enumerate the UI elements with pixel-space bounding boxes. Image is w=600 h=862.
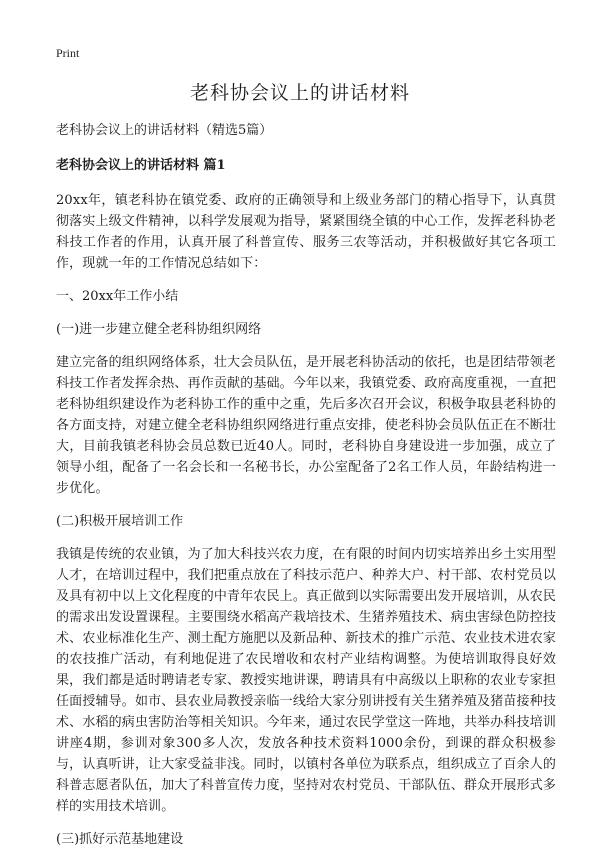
- document-body: [56, 120, 556, 862]
- document-title: 老科协会议上的讲话材料: [189, 82, 410, 104]
- item-2-heading: (二)积极开展培训工作: [56, 514, 184, 529]
- print-link[interactable]: Print: [56, 46, 80, 60]
- heading-summary: 一、20xx年工作小结: [56, 289, 179, 304]
- item-1-paragraph: 建立完备的组织网络体系，壮大会员队伍，是开展老科协活动的依托，也是团结带领老科技工作者发挥余热、再作贡献的基础。今年以来，我镇党委、政府高度重视，一直把老科协组织建设作为老科协工作的重中之重，先后多次召开会议，积极争取县老科协的各方面支持，对建立健全老科协组织网络进行重点安排，使老科协会员队伍正在不断壮大，目前我镇老科协会员总数已近40人。同时，老科协自身建设进一步加强，成立了领导小组，配备了一名会长和一名秘书长，办公室配备了2名工作人员，年龄结构进一步优化。: [56, 355, 556, 496]
- document-subtitle: 老科协会议上的讲话材料（精选5篇）: [56, 123, 273, 138]
- intro-paragraph: 20xx年，镇老科协在镇党委、政府的正确领导和上级业务部门的精心指导下，认真贯彻落实上级文件精神，以科学发展观为指导，紧紧围绕全镇的中心工作，发挥老科协老科技工作者的作用，认真开展了科普宣传、服务三农等活动，并积极做好其它各项工作，现就一年的工作情况总结如下：: [56, 193, 556, 271]
- section-heading: 老科协会议上的讲话材料 篇1: [56, 158, 226, 173]
- item-3-heading: (三)抓好示范基地建设: [56, 832, 184, 847]
- item-1-heading: (一)进一步建立健全老科协组织网络: [56, 322, 262, 337]
- item-2-paragraph: 我镇是传统的农业镇，为了加大科技兴农力度，在有限的时间内切实培养出乡土实用型人才，在培训过程中，我们把重点放在了科技示范户、种养大户、村干部、农村党员以及具有初中以上文化程度的中青年农民上。真正做到以实际需要出发开展培训，从农民的需求出发设置课程。主要围绕水稻高产栽培技术、生猪养殖技术、病虫害绿色防控技术、农业标准化生产、测土配方施肥以及新品种、新技术的推广示范、农业技术进农家的农技推广活动，有利地促进了农民增收和农村产业结构调整。为使培训取得良好效果，我们都是适时聘请老专家、教授实地讲课，聘请具有中高级以上职称的农业专家担任面授辅导。如市、县农业局教授亲临一线给大家分别讲授有关生猪养殖及猪苗接种技术、水稻的病虫害防治等相关知识。今年来，通过农民学堂这一阵地，共举办科技培训讲座4期，参训对象300多人次，发放各种技术资料1000余份，到课的群众积极参与，认真听讲，让大家受益非浅。同时，以镇村各单位为联系点，组织成立了百余人的科普志愿者队伍，加大了科普宣传力度，坚持对农村党员、干部队伍、群众开展形式多样的实用技术培训。: [56, 547, 556, 814]
